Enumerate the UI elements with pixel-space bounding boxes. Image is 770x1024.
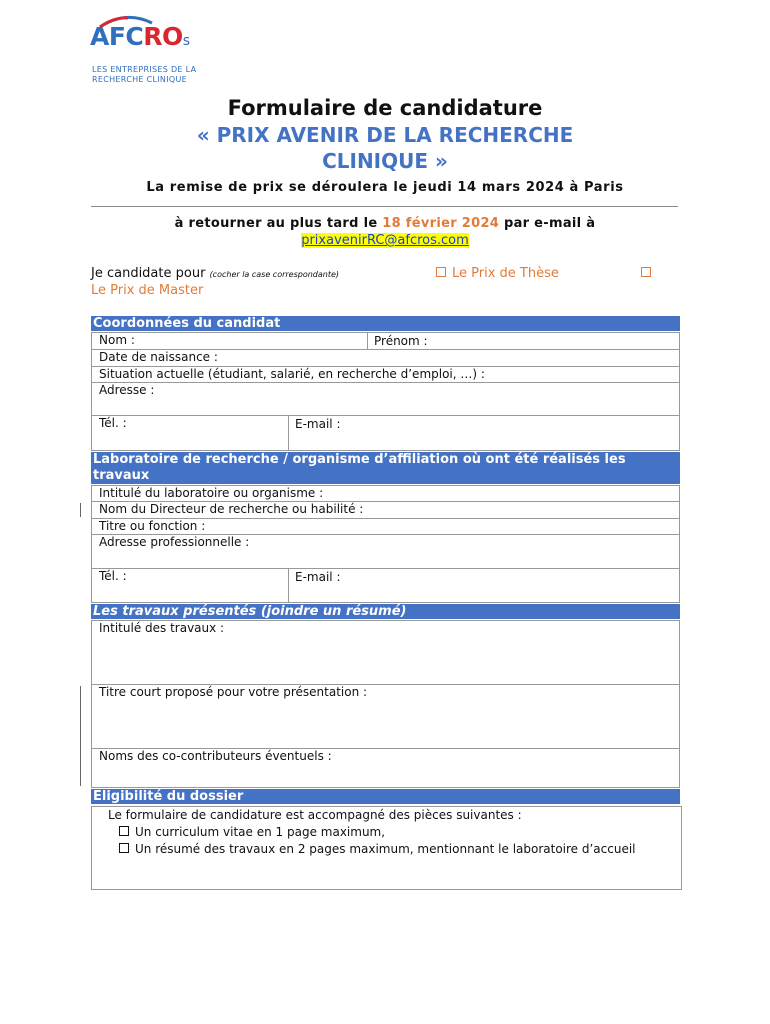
section-header-laboratoire: Laboratoire de recherche / organisme d’affiliation où ont été réalisés les travaux xyxy=(91,452,680,484)
prize-subtitle: « PRIX AVENIR DE LA RECHERCHE CLINIQUE » xyxy=(196,123,574,173)
checkbox-resume-icon[interactable] xyxy=(119,843,129,853)
field-prenom: Prénom : xyxy=(374,334,428,348)
option-these[interactable]: Le Prix de Thèse xyxy=(436,266,559,281)
candidature-choice xyxy=(91,266,691,298)
logo-tagline: LES ENTREPRISES DE LA RECHERCHE CLINIQUE xyxy=(92,65,197,84)
field-labo-email: E-mail : xyxy=(295,570,341,584)
email-link[interactable]: prixavenirRC@afcros.com xyxy=(301,233,469,248)
logo-wordmark: AFCROs xyxy=(90,22,190,51)
field-labo-directeur[interactable]: Nom du Directeur de recherche ou habilité : xyxy=(91,501,680,519)
option-master-checkbox[interactable] xyxy=(641,266,657,281)
field-tel-email-row[interactable] xyxy=(91,415,680,451)
field-adresse[interactable]: Adresse : xyxy=(91,382,680,416)
field-situation[interactable]: Situation actuelle (étudiant, salarié, en recherche d’emploi, …) : xyxy=(91,366,680,383)
field-labo-tel-email-row[interactable] xyxy=(91,568,680,603)
checkbox-cv-icon[interactable] xyxy=(119,826,129,836)
option-master-label: Le Prix de Master xyxy=(91,283,204,298)
eligibility-item-resume[interactable]: Un résumé des travaux en 2 pages maximum, mentionnant le laboratoire d’accueil xyxy=(102,841,673,858)
candidature-label: Je candidate pour xyxy=(91,266,210,281)
page-title: Formulaire de candidature xyxy=(227,96,543,120)
section-header-eligibilite: Eligibilité du dossier xyxy=(91,789,680,804)
field-labo-tel: Tél. : xyxy=(99,569,127,583)
field-naissance[interactable]: Date de naissance : xyxy=(91,349,680,367)
field-labo-titre[interactable]: Titre ou fonction : xyxy=(91,518,680,535)
field-tel: Tél. : xyxy=(99,416,127,430)
afcros-logo xyxy=(90,14,225,88)
email-line xyxy=(0,233,770,248)
eligibility-intro: Le formulaire de candidature est accompagné des pièces suivantes : xyxy=(108,808,522,822)
field-travaux-contributeurs[interactable]: Noms des co-contributeurs éventuels : xyxy=(91,748,680,788)
deadline-text: à retourner au plus tard le 18 février 2024 par e-mail à xyxy=(174,216,596,231)
ceremony-date-text: La remise de prix se déroulera le jeudi 14 mars 2024 à Paris xyxy=(146,180,624,195)
header-divider xyxy=(91,206,678,207)
field-labo-adresse[interactable]: Adresse professionnelle : xyxy=(91,534,680,569)
margin-marker xyxy=(80,686,81,786)
field-travaux-titre-court[interactable]: Titre court proposé pour votre présentation : xyxy=(91,684,680,749)
eligibility-box xyxy=(91,806,682,890)
section-header-travaux: Les travaux présentés (joindre un résumé) xyxy=(91,604,680,619)
field-email: E-mail : xyxy=(295,417,341,431)
deadline-date: 18 février 2024 xyxy=(382,216,500,231)
candidature-note: (cocher la case correspondante) xyxy=(209,270,340,279)
checkbox-master-icon[interactable] xyxy=(641,267,651,277)
field-travaux-intitule[interactable]: Intitulé des travaux : xyxy=(91,620,680,685)
field-nom-row[interactable] xyxy=(91,332,680,350)
margin-marker xyxy=(80,503,81,517)
field-nom: Nom : xyxy=(99,333,135,347)
eligibility-item-cv[interactable]: Un curriculum vitae en 1 page maximum, xyxy=(102,824,673,841)
field-labo-intitule[interactable]: Intitulé du laboratoire ou organisme : xyxy=(91,485,680,502)
checkbox-these-icon[interactable] xyxy=(436,267,446,277)
section-header-coordonnees: Coordonnées du candidat xyxy=(91,316,680,331)
